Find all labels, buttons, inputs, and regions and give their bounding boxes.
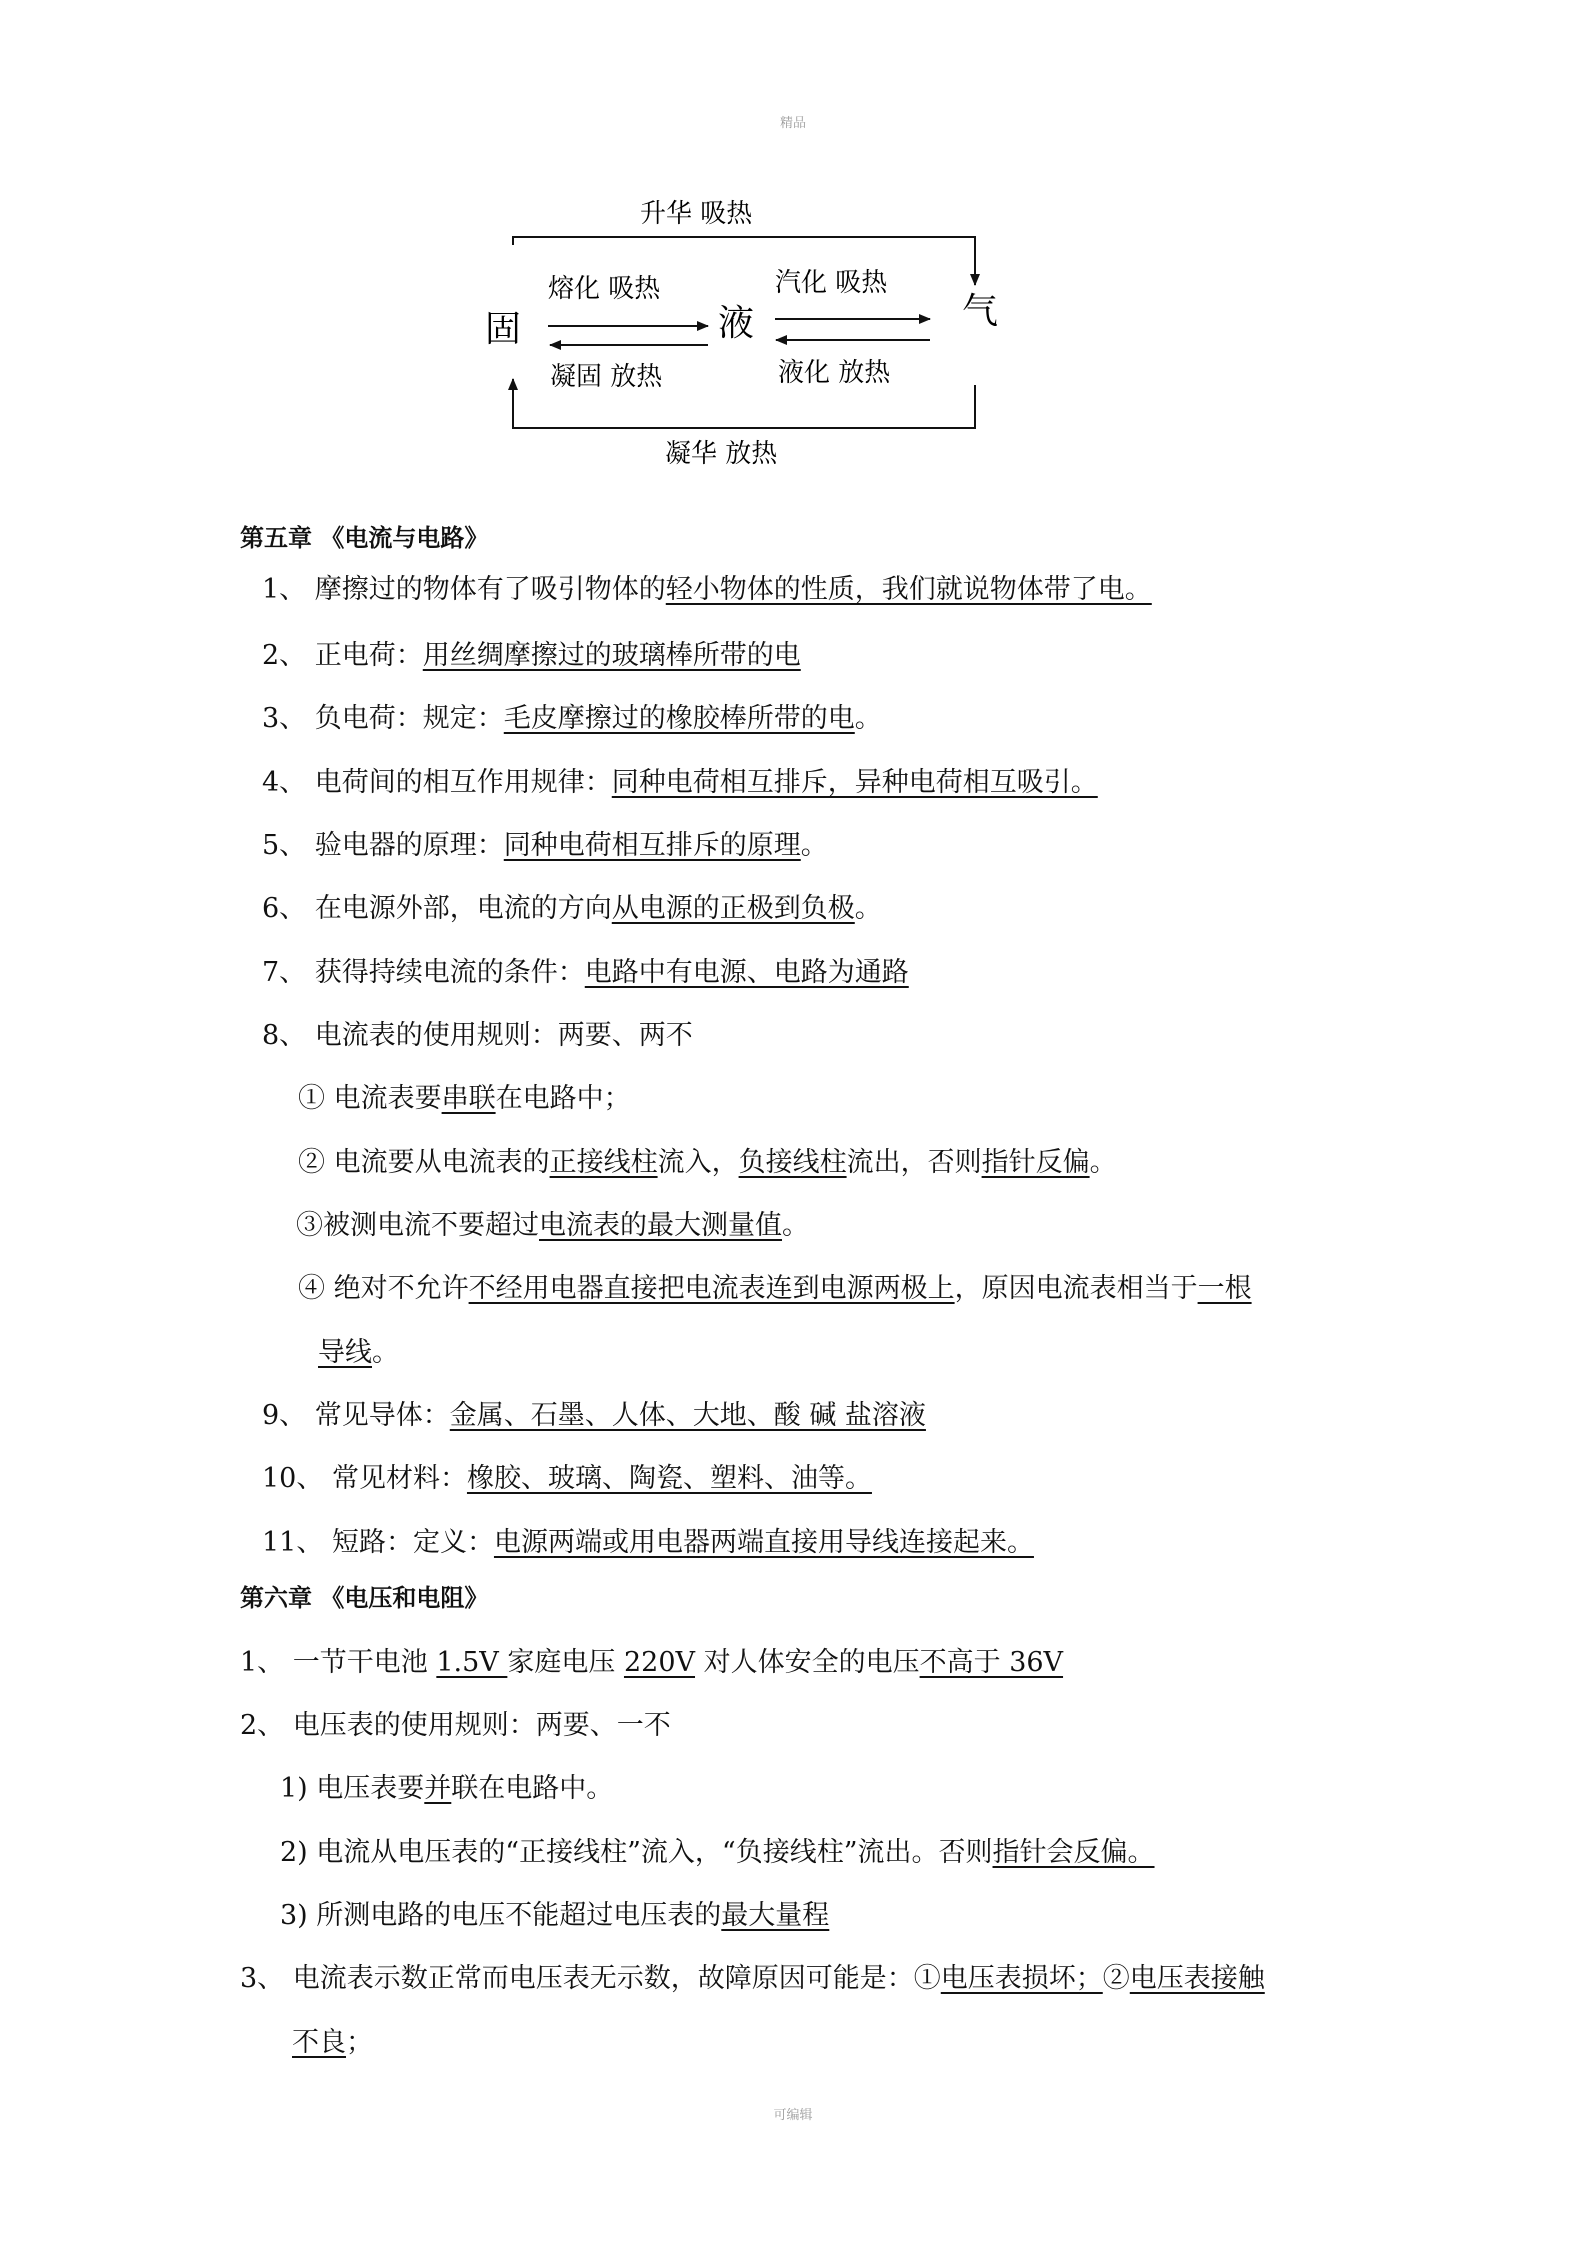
ch5-item-4: 4、 电荷间的相互作用规律：同种电荷相互排斥，异种电荷相互吸引。 xyxy=(262,767,1098,798)
ch5-rule-1: ① 电流表要串联在电路中； xyxy=(298,1083,631,1114)
gas-label: 气 xyxy=(962,291,999,332)
melting-label: 熔化 吸热 xyxy=(548,274,661,304)
solidification-label: 凝固 放热 xyxy=(550,362,663,392)
ch5-item-1: 1、 摩擦过的物体有了吸引物体的轻小物体的性质，我们就说物体带了电。 xyxy=(262,574,1152,605)
ch5-item-7: 7、 获得持续电流的条件：电路中有电源、电路为通路 xyxy=(262,957,909,988)
page-header: 精品 xyxy=(779,116,806,131)
ch5-rule-2: ② 电流要从电流表的正接线柱流入，负接线柱流出，否则指针反偏。 xyxy=(298,1147,1117,1178)
ch5-item-2: 2、 正电荷：用丝绸摩擦过的玻璃棒所带的电 xyxy=(262,640,801,671)
ch5-item-10: 10、 常见材料：橡胶、玻璃、陶瓷、塑料、油等。 xyxy=(262,1463,872,1494)
page-footer: 可编辑 xyxy=(773,2108,813,2123)
chapter-6-title: 第六章 《电压和电阻》 xyxy=(240,1583,489,1612)
ch5-item-3: 3、 负电荷：规定：毛皮摩擦过的橡胶棒所带的电。 xyxy=(262,703,882,734)
ch6-rule-2: 2) 电流从电压表的“正接线柱”流入，“负接线柱”流出。否则指针会反偏。 xyxy=(280,1837,1155,1868)
ch5-item-9: 9、 常见导体：金属、石墨、人体、大地、酸 碱 盐溶液 xyxy=(262,1400,926,1431)
ch5-rule-4-cont: 导线。 xyxy=(318,1337,399,1368)
phase-change-diagram xyxy=(470,185,1030,490)
ch6-item-1: 1、 一节干电池 1.5V 家庭电压 220V 对人体安全的电压不高于 36V xyxy=(240,1647,1064,1678)
ch5-item-11: 11、 短路：定义：电源两端或用电器两端直接用导线连接起来。 xyxy=(262,1527,1034,1558)
ch5-item-6: 6、 在电源外部，电流的方向从电源的正极到负极。 xyxy=(262,893,882,924)
ch6-item-3: 3、 电流表示数正常而电压表无示数，故障原因可能是：①电压表损坏；②电压表接触 xyxy=(240,1963,1265,1994)
ch5-rule-3: ③被测电流不要超过电流表的最大测量值。 xyxy=(296,1210,809,1241)
solid-label: 固 xyxy=(485,309,522,350)
ch6-item-2: 2、 电压表的使用规则：两要、一不 xyxy=(240,1710,671,1741)
ch5-item-5: 5、 验电器的原理：同种电荷相互排斥的原理。 xyxy=(262,830,828,861)
ch6-rule-3: 3) 所测电路的电压不能超过电压表的最大量程 xyxy=(280,1900,830,1931)
ch6-item-3-cont: 不良； xyxy=(292,2027,373,2058)
sublimation-label: 升华 吸热 xyxy=(640,199,753,229)
deposition-label: 凝华 放热 xyxy=(665,439,778,469)
liquid-label: 液 xyxy=(718,303,755,344)
ch5-rule-4: ④ 绝对不允许不经用电器直接把电流表连到电源两极上，原因电流表相当于一根 xyxy=(298,1273,1252,1304)
ch6-rule-1: 1) 电压表要并联在电路中。 xyxy=(280,1773,614,1804)
chapter-5-title: 第五章 《电流与电路》 xyxy=(240,523,489,552)
liquefaction-label: 液化 放热 xyxy=(778,358,891,388)
vaporization-label: 汽化 吸热 xyxy=(775,268,888,298)
ch5-item-8: 8、 电流表的使用规则：两要、两不 xyxy=(262,1020,693,1051)
